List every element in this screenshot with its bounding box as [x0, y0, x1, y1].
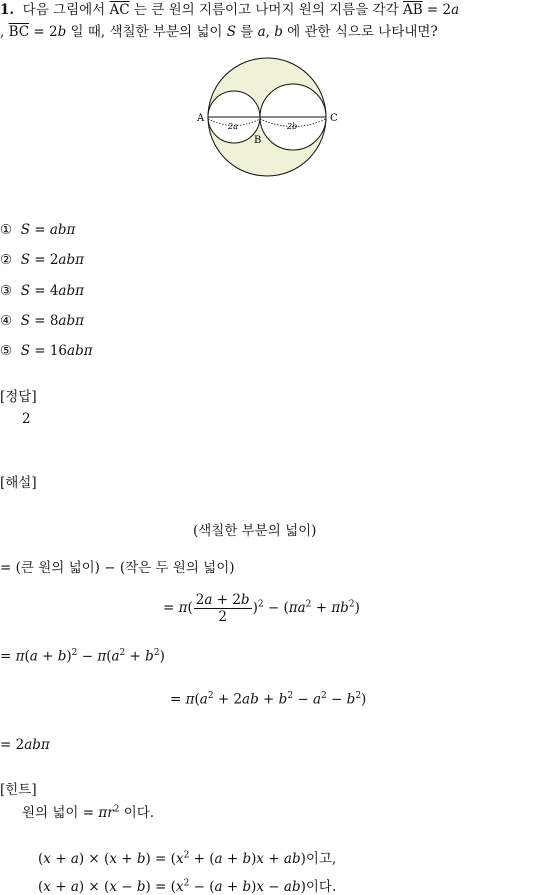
hint-line-3: $(x + a) \times (x - b) = (x^2 - (a + b)x - ab)$이다.	[38, 878, 337, 895]
question-line-1: 1. 다음 그림에서 $\overline{AC}$ 는 큰 원의 지름이고 나머지 원의 지름을 각각 $\overline{AB} = 2a$	[0, 2, 460, 18]
choice-2[interactable]: ② S = 2abπ	[0, 252, 84, 268]
hint-line-1: 원의 넓이 = $\pi r^2$ 이다.	[22, 804, 155, 821]
explanation-line-3: = π( $\frac{2a + 2b}{2}$ )$^2 - (\pi a^2 + \pi b^2)$	[163, 592, 360, 626]
label-a: A	[197, 113, 205, 124]
choice-1[interactable]: ① S = abπ	[0, 222, 76, 238]
label-b: B	[254, 135, 262, 146]
explanation-heading: [해설]	[0, 475, 37, 491]
hint-heading: [힌트]	[0, 782, 37, 798]
dim-label-2b: 2b	[287, 122, 298, 131]
question-line-2: , $\overline{BC} = 2b$ 일 때, 색칠한 부분의 넓이 S 를 a, b 에 관한 식으로 나타내면?	[0, 24, 438, 40]
explanation-line-4: = $\pi(a + b)^2 - \pi(a^2 + b^2)$	[0, 648, 165, 665]
choice-3[interactable]: ③ S = 4abπ	[0, 283, 84, 299]
hint-line-2: $(x + a) \times (x + b) = (x^2 + (a + b)x + ab)$이고,	[38, 850, 337, 867]
answer-value: 2	[22, 411, 31, 427]
dim-label-2a: 2a	[228, 122, 238, 131]
explanation-line-5: = $\pi(a^2 + 2ab + b^2 - a^2 - b^2)$	[170, 691, 367, 708]
choice-4[interactable]: ④ S = 8abπ	[0, 313, 84, 329]
label-c: C	[330, 113, 338, 124]
explanation-line-2: = (큰 원의 넓이) − (작은 두 원의 넓이)	[0, 560, 235, 576]
choice-5[interactable]: ⑤ S = 16abπ	[0, 343, 93, 359]
explanation-line-1: (색칠한 부분의 넓이)	[193, 523, 317, 539]
explanation-line-6: = 2abπ	[0, 737, 50, 753]
answer-heading: [정답]	[0, 389, 37, 405]
circles-figure	[190, 52, 350, 182]
